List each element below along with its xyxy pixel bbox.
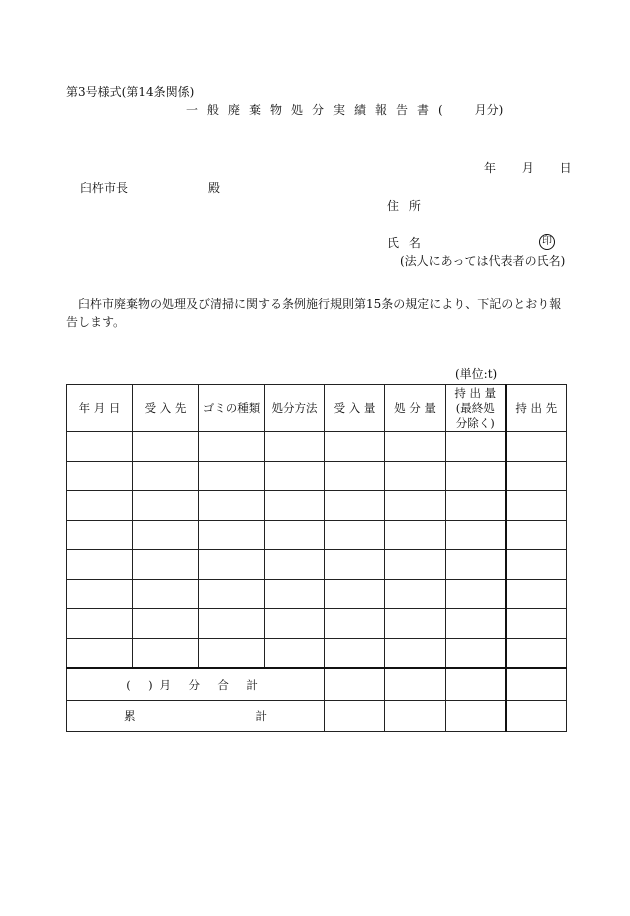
- input-cell[interactable]: [265, 491, 325, 521]
- input-cell[interactable]: [265, 461, 325, 491]
- address-label: 住 所: [387, 199, 421, 213]
- title-month: 月分): [474, 103, 504, 117]
- header-carried-out-line1: 持 出 量: [454, 385, 497, 400]
- date-line: 年 月 日: [484, 161, 572, 175]
- input-cell[interactable]: [506, 609, 567, 639]
- input-cell[interactable]: [446, 432, 506, 462]
- report-body: 臼杵市廃棄物の処理及び清掃に関する条例施行規則第15条の規定により、下記のとおり報告します。: [66, 297, 562, 329]
- input-cell[interactable]: [67, 491, 133, 521]
- cumulative-row: [67, 701, 567, 732]
- input-cell[interactable]: [506, 461, 567, 491]
- input-cell[interactable]: [325, 491, 385, 521]
- table-row: [67, 579, 567, 609]
- input-cell[interactable]: [199, 550, 265, 580]
- input-cell[interactable]: [446, 579, 506, 609]
- input-cell[interactable]: [385, 701, 446, 732]
- header-carried-out-qty: [446, 385, 506, 432]
- input-cell[interactable]: [325, 638, 385, 668]
- input-cell[interactable]: [265, 520, 325, 550]
- table-row: [67, 638, 567, 668]
- input-cell[interactable]: [385, 491, 446, 521]
- input-cell[interactable]: [199, 579, 265, 609]
- name-label: 氏 名: [387, 236, 421, 250]
- input-cell[interactable]: [199, 432, 265, 462]
- input-cell[interactable]: [385, 432, 446, 462]
- table-row: [67, 461, 567, 491]
- title-text: 一般廃棄物処分実績報告書(: [186, 103, 452, 117]
- input-cell[interactable]: [199, 609, 265, 639]
- input-cell[interactable]: [506, 432, 567, 462]
- input-cell[interactable]: [133, 520, 199, 550]
- input-cell[interactable]: [67, 520, 133, 550]
- addressee: 臼杵市長: [80, 181, 129, 195]
- input-cell[interactable]: [385, 461, 446, 491]
- input-cell[interactable]: [199, 520, 265, 550]
- disposal-table: [66, 384, 567, 732]
- input-cell[interactable]: [325, 550, 385, 580]
- input-cell[interactable]: [265, 432, 325, 462]
- input-cell[interactable]: [446, 461, 506, 491]
- monthly-total-text: ( )月 分 合 計: [126, 677, 265, 692]
- header-date: 年 月 日: [67, 385, 133, 432]
- representative-note: (法人にあっては代表者の氏名): [400, 254, 566, 268]
- input-cell[interactable]: [506, 491, 567, 521]
- input-cell[interactable]: [506, 550, 567, 580]
- input-cell[interactable]: [199, 491, 265, 521]
- page-title: [186, 102, 503, 118]
- header-disposal-qty: 処 分 量: [385, 385, 446, 432]
- cumulative-label-1: 累: [124, 709, 136, 723]
- header-received-qty: 受 入 量: [325, 385, 385, 432]
- header-carried-out-line3: 分除く): [455, 415, 495, 430]
- input-cell[interactable]: [133, 550, 199, 580]
- input-cell[interactable]: [325, 609, 385, 639]
- input-cell[interactable]: [446, 520, 506, 550]
- input-cell[interactable]: [446, 609, 506, 639]
- title-month-blank: [452, 103, 475, 117]
- input-cell[interactable]: [506, 668, 567, 701]
- input-cell[interactable]: [199, 461, 265, 491]
- seal-mark: 印: [539, 234, 555, 250]
- input-cell[interactable]: [446, 668, 506, 701]
- input-cell[interactable]: [133, 579, 199, 609]
- input-cell[interactable]: [133, 432, 199, 462]
- input-cell[interactable]: [385, 668, 446, 701]
- input-cell[interactable]: [385, 638, 446, 668]
- input-cell[interactable]: [385, 520, 446, 550]
- cumulative-label-2: 計: [255, 709, 267, 723]
- input-cell[interactable]: [385, 550, 446, 580]
- input-cell[interactable]: [446, 701, 506, 732]
- header-method: 処分方法: [265, 385, 325, 432]
- input-cell[interactable]: [67, 579, 133, 609]
- input-cell[interactable]: [325, 668, 385, 701]
- input-cell[interactable]: [133, 491, 199, 521]
- input-cell[interactable]: [67, 638, 133, 668]
- input-cell[interactable]: [67, 609, 133, 639]
- table-row: [67, 609, 567, 639]
- input-cell[interactable]: [265, 579, 325, 609]
- input-cell[interactable]: [133, 609, 199, 639]
- input-cell[interactable]: [199, 638, 265, 668]
- input-cell[interactable]: [506, 520, 567, 550]
- input-cell[interactable]: [446, 638, 506, 668]
- header-receiver: 受 入 先: [133, 385, 199, 432]
- input-cell[interactable]: [385, 609, 446, 639]
- input-cell[interactable]: [325, 520, 385, 550]
- input-cell[interactable]: [265, 550, 325, 580]
- input-cell[interactable]: [67, 461, 133, 491]
- input-cell[interactable]: [325, 701, 385, 732]
- input-cell[interactable]: [385, 579, 446, 609]
- input-cell[interactable]: [506, 701, 567, 732]
- monthly-total-label: [67, 668, 325, 701]
- table-header-row: [67, 385, 567, 432]
- table-row: [67, 432, 567, 462]
- input-cell[interactable]: [446, 550, 506, 580]
- cumulative-label: [67, 701, 325, 732]
- input-cell[interactable]: [506, 638, 567, 668]
- input-cell[interactable]: [325, 432, 385, 462]
- monthly-total-row: [67, 668, 567, 701]
- form-number: 第3号様式(第14条関係): [66, 85, 195, 99]
- table-row: [67, 491, 567, 521]
- input-cell[interactable]: [265, 609, 325, 639]
- unit-label: (単位:t): [455, 367, 498, 381]
- header-carried-out-line2: (最終処: [455, 400, 495, 415]
- input-cell[interactable]: [506, 579, 567, 609]
- input-cell[interactable]: [265, 638, 325, 668]
- table-row: [67, 520, 567, 550]
- input-cell[interactable]: [325, 579, 385, 609]
- header-destination: 持 出 先: [506, 385, 567, 432]
- input-cell[interactable]: [67, 432, 133, 462]
- header-waste-type: ゴミの種類: [199, 385, 265, 432]
- honorific: 殿: [208, 181, 221, 195]
- table-row: [67, 550, 567, 580]
- input-cell[interactable]: [133, 461, 199, 491]
- input-cell[interactable]: [133, 638, 199, 668]
- input-cell[interactable]: [446, 491, 506, 521]
- input-cell[interactable]: [67, 550, 133, 580]
- input-cell[interactable]: [325, 461, 385, 491]
